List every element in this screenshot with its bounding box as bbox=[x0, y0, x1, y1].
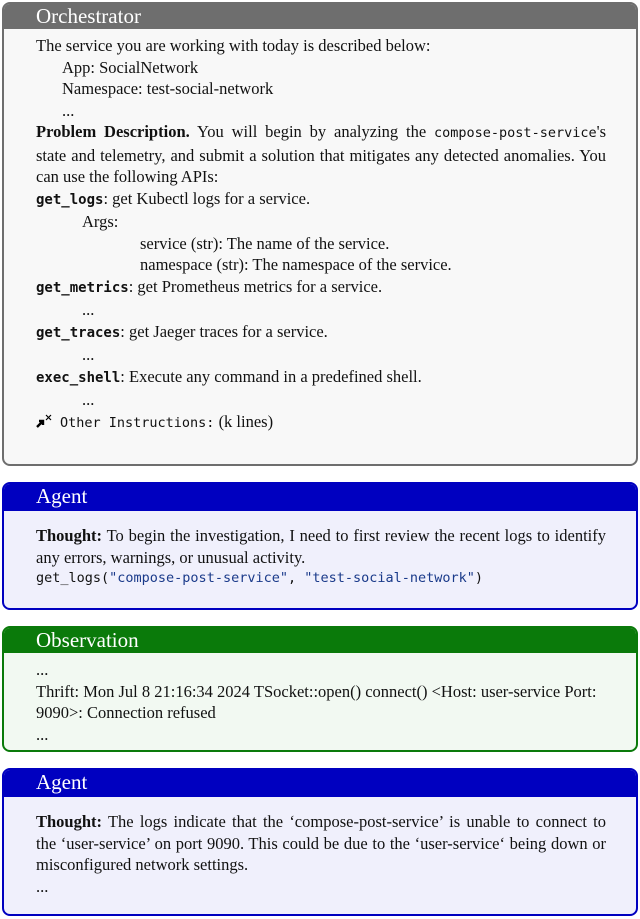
other-instructions[interactable] bbox=[36, 411, 606, 435]
arg-service: service (str): The name of the service. bbox=[140, 233, 390, 253]
ellipsis: ... bbox=[36, 724, 49, 744]
api-get-metrics bbox=[36, 276, 606, 300]
collapse-arrows-icon bbox=[36, 414, 54, 428]
thought-text: The logs indicate that the ‘compose-post-service’ is unable to connect to the ‘user-service’ on port 9090. This could be due to the ‘user-service‘ being down or misconfigured network settings. bbox=[36, 812, 606, 874]
thought-text: To begin the investigation, I need to first review the recent logs to identify any errors, warnings, or unusual activity. bbox=[36, 526, 606, 567]
api-name: get_logs bbox=[36, 191, 104, 208]
namespace-line: Namespace: test-social-network bbox=[62, 79, 274, 98]
api-name: get_traces bbox=[36, 324, 121, 341]
ellipsis: ... bbox=[82, 390, 95, 409]
ellipsis: ... bbox=[36, 876, 49, 896]
call-sep: , bbox=[287, 570, 305, 586]
api-name: get_metrics bbox=[36, 279, 129, 296]
call-fn: get_logs( bbox=[36, 570, 110, 586]
api-get-traces bbox=[36, 321, 606, 345]
call-end: ) bbox=[474, 570, 484, 586]
observation-log: Thrift: Mon Jul 8 21:16:34 2024 TSocket::open() connect() <Host: user-service Port: 9090>: Connection refused bbox=[36, 681, 597, 722]
thought-label: Thought: bbox=[36, 812, 103, 831]
api-desc: : Execute any command in a predefined shell. bbox=[120, 366, 422, 386]
agent-panel bbox=[2, 482, 638, 610]
agent-title: Agent bbox=[4, 484, 636, 511]
problem-text-cont: 's state and telemetry, and submit a solution that mitigates any detected anomalies. You can use the following APIs: bbox=[36, 122, 606, 186]
ellipsis: ... bbox=[82, 300, 95, 319]
arg-namespace: namespace (str): The namespace of the service. bbox=[140, 255, 452, 274]
api-desc: : get Kubectl logs for a service. bbox=[103, 188, 311, 208]
other-instructions-label: Other Instructions: bbox=[60, 414, 215, 431]
observation-title: Observation bbox=[4, 628, 636, 653]
api-desc: : get Prometheus metrics for a service. bbox=[128, 276, 383, 296]
agent-action bbox=[36, 568, 606, 590]
ellipsis: ... bbox=[36, 660, 49, 679]
agent-panel bbox=[2, 768, 638, 916]
orchestrator-panel bbox=[2, 2, 638, 466]
agent-thought bbox=[36, 811, 606, 876]
service-name: compose-post-service bbox=[434, 125, 597, 141]
api-get-logs bbox=[36, 188, 606, 212]
observation-panel bbox=[2, 626, 638, 752]
intro-text: The service you are working with today is described below: bbox=[36, 36, 431, 55]
ellipsis: ... bbox=[82, 345, 95, 364]
call-arg: "compose-post-service" bbox=[109, 570, 288, 586]
other-instructions-count: (k lines) bbox=[214, 411, 274, 431]
api-name: exec_shell bbox=[36, 369, 121, 386]
thought-label: Thought: bbox=[36, 526, 103, 545]
api-desc: : get Jaeger traces for a service. bbox=[120, 321, 328, 341]
call-arg: "test-social-network" bbox=[304, 570, 475, 586]
problem-label: Problem Description. bbox=[36, 122, 190, 141]
orchestrator-title: Orchestrator bbox=[4, 4, 636, 29]
args-label: Args: bbox=[82, 212, 119, 231]
ellipsis: ... bbox=[62, 100, 75, 120]
agent-title: Agent bbox=[4, 770, 636, 797]
problem-text: You will begin by analyzing the bbox=[189, 122, 435, 141]
agent-thought bbox=[36, 525, 606, 568]
app-line: App: SocialNetwork bbox=[62, 57, 199, 77]
api-exec-shell bbox=[36, 366, 606, 390]
problem-description bbox=[36, 121, 606, 188]
